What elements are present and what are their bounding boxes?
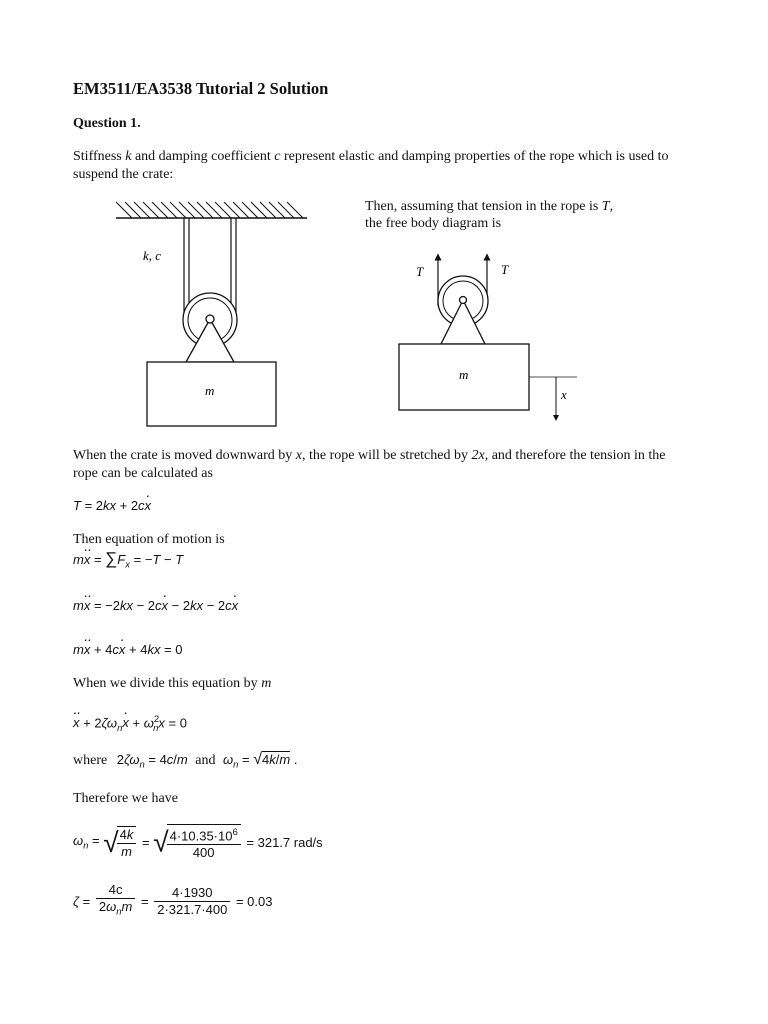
ceiling-hatch xyxy=(116,202,303,218)
pulley-axle xyxy=(206,315,214,323)
fbd-axle xyxy=(460,297,467,304)
intro-text-2: and damping coefficient xyxy=(131,149,275,164)
fbd-caption: Then, assuming that tension in the rope is T, the free body diagram is xyxy=(365,199,614,231)
free-body-diagram xyxy=(395,250,585,430)
where-line: where $2\zeta\omega_n = 4c/m$ and $\omega_n = √4k/m$ . xyxy=(73,751,298,771)
label-T-left: T xyxy=(416,264,424,279)
label-x: x xyxy=(561,387,567,402)
tension-equation: T = 2kx + 2cx · xyxy=(73,497,151,515)
divide-paragraph: When we divide this equation by m xyxy=(73,676,272,691)
intro-k: k xyxy=(125,149,132,164)
intro-text-1: Stiffness xyxy=(73,149,126,164)
suspended-crate-diagram xyxy=(110,196,315,430)
intro-c: c xyxy=(274,149,281,164)
intro-paragraph xyxy=(73,148,693,184)
document-title: EM3511/EA3538 Tutorial 2 Solution xyxy=(73,79,329,98)
intro-text-3: represent elastic and damping properties of the rope which is used to suspend the crate: xyxy=(73,149,669,182)
eom-equation-2: mx ·· = −2kx − 2cx · − 2kx − 2cx · xyxy=(73,597,238,615)
therefore-line: Therefore we have xyxy=(73,791,178,806)
eom-intro: Then equation of motion is xyxy=(73,532,225,547)
omega-equation: $\omega_n$ = √ $\frac{4k}{m}$ = √ $\frac{4\cdot 10.35\cdot 10^6}{400}$ = 321.7 rad/s xyxy=(73,824,323,861)
stretch-paragraph: When the crate is moved downward by x, the rope will be stretched by 2x, and therefore the tension in the rope can be calculated as xyxy=(73,448,666,481)
normalized-equation: x ·· + $2\zeta\omega_nx$ · + $\omega^2_nx = 0$ xyxy=(73,711,187,738)
eom-equation-3: mx ·· + 4cx · + 4kx = 0 xyxy=(73,641,182,659)
zeta-equation: ζ = $\frac{4c}{2\omega_nm}$ = $\frac{4\cdot 1930}{2\cdot 321.7\cdot 400}$ = 0.03 xyxy=(73,882,273,918)
label-T-right: T xyxy=(501,262,509,277)
fbd-label-mass: m xyxy=(459,367,469,382)
label-mass: m xyxy=(205,383,215,398)
question-heading: Question 1. xyxy=(73,116,141,131)
label-kc: k, c xyxy=(143,248,162,263)
eom-equation-1: mx ·· = $\sum F_x = -T - T$ xyxy=(73,550,183,575)
